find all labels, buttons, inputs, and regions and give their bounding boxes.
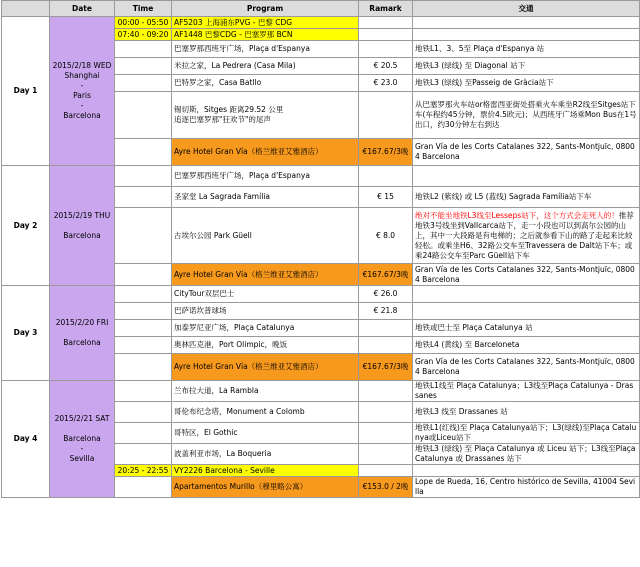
table-row [2,166,640,187]
remark-cell [359,423,413,444]
transport-cell [413,166,640,187]
date-line: Barcelona [63,434,101,443]
transport-text: 地铁L3 (绿线) 至Passeig de Gràcia站下 [415,78,554,87]
time-cell [115,75,172,92]
time-cell [115,354,172,381]
transport-cell [413,354,640,381]
program-text: Apartamentos Murillo（穆里略公寓） [174,482,308,491]
itinerary-body [2,17,640,498]
program-text: 兰布拉大道，La Rambla [174,386,259,395]
program-cell [172,354,359,381]
transport-text: 地铁L1(红线)至 Plaça Catalunya站下；L3(绿线)至Plaça Catalunya或Liceu站下 [415,423,637,442]
program-cell [172,41,359,58]
transport-text: 地铁L4 (黄线) 至 Barceloneta [415,340,520,349]
program-text: 巴塞罗那西班牙广场，Plaça d'Espanya [174,171,310,180]
header-date: Date [50,1,115,17]
transport-cell [413,381,640,402]
program-text: Ayre Hotel Gran Vía（格兰维亚艾雅酒店） [174,362,323,371]
date-line: Barcelona [63,338,101,347]
transport-text: Gran Vía de les Corts Catalanes 322, Sants-Montjuïc, 08004 Barcelona [415,357,635,376]
date-cell [50,166,115,286]
program-cell [172,264,359,286]
program-cell [172,92,359,139]
program-cell [172,402,359,423]
header-time: Time [115,1,172,17]
transport-text: Lope de Rueda, 16, Centro histórico de Sevilla, 41004 Sevilla [415,477,636,496]
program-cell [172,166,359,187]
time-cell [115,92,172,139]
date-line [52,424,112,434]
time-cell [115,477,172,498]
program-text: 圣家堂 La Sagrada Família [174,192,270,201]
transport-cell [413,303,640,320]
date-line: 2015/2/20 FRI [55,318,109,327]
program-text: 哥伦布纪念塔，Monument a Colomb [174,407,305,416]
remark-cell [359,337,413,354]
header-remark: Ramark [359,1,413,17]
program-text: Ayre Hotel Gran Vía（格兰维亚艾雅酒店） [174,147,323,156]
program-cell [172,381,359,402]
program-cell [172,303,359,320]
transport-cell [413,264,640,286]
remark-cell: € 26.0 [359,286,413,303]
program-text: 米拉之家，La Pedrera (Casa Mila) [174,61,296,70]
program-text: 加泰罗尼亚广场，Plaça Catalunya [174,323,295,332]
header-program: Program [172,1,359,17]
program-cell [172,423,359,444]
remark-cell [359,465,413,477]
date-line: Barcelona [63,230,101,240]
remark-cell: € 8.0 [359,208,413,264]
transport-text: 从巴塞罗那火车站or格雷西亚街处搭乘火车乘坐R2线至Sitges站下车(车程约45分钟，票价4.5欧元)；从西班牙广场乘Mon Bus在1号出口，约30分钟左右到达 [415,100,637,129]
time-cell [115,423,172,444]
transport-cell [413,337,640,354]
date-line [52,328,112,338]
date-line: 2015/2/19 THU [53,210,111,220]
transport-cell [413,58,640,75]
date-line: Sevilla [69,454,95,463]
transport-cell [413,423,640,444]
remark-cell [359,444,413,465]
program-text: 巴特罗之家，Casa Batllo [174,78,262,87]
transport-text: 地铁L3 (绿线) 至 Plaça Catalunya 或 Liceu 站下；L3线至Plaça Catalunya 或 Drassanes 站下 [415,444,636,463]
transport-warning: 绝对不能坐地铁L3线至Lesseps站下，这个方式会走死人的！ [415,210,619,220]
transport-text: 地铁L1线至 Plaça Catalunya；L3线至Plaça Catalunya - Drassanes [415,381,634,400]
program-cell [172,29,359,41]
time-cell [115,381,172,402]
time-cell [115,286,172,303]
itinerary-table [1,0,640,498]
program-cell [172,187,359,208]
date-line: 2015/2/21 SAT [54,414,110,423]
transport-cell [413,286,640,303]
table-row [2,286,640,303]
program-cell [172,208,359,264]
remark-cell: € 21.8 [359,303,413,320]
remark-cell [359,29,413,41]
day-label: Day 2 [2,166,50,286]
date-line: - [80,444,84,453]
transport-text: Gran Vía de les Corts Catalanes 322, Sants-Montjuïc, 08004 Barcelona [415,142,635,161]
remark-cell [359,381,413,402]
remark-cell: € 20.5 [359,58,413,75]
transport-text: 推荐地铁3号线坐到Vallcarca站下，走一小段也可以到高尔公园的山上，其中一大段路是有电梯的；之后就参看下山的路了走起来比较轻松。或乘坐H6、32路公交车至Travessera de Dalt站下车；或乘24路公交车至Parc Güell站下车 [415,210,634,260]
date-line: Shanghai [64,71,100,80]
program-text: 锡切斯，Sitges 距离29.52 公里 [174,105,284,114]
transport-text: 地铁L1、3、5至 Plaça d'Espanya 站 [415,44,545,53]
transport-cell [413,477,640,498]
program-cell [172,465,359,477]
date-line: Paris [73,91,91,100]
program-cell [172,139,359,166]
program-cell [172,75,359,92]
program-text: 追逐巴塞罗那"狂欢节"的尾声 [174,115,271,124]
remark-cell: € 15 [359,187,413,208]
remark-cell [359,17,413,29]
program-text: 奥林匹克港，Port Olimpic，晚饭 [174,340,288,349]
table-row [2,17,640,29]
transport-text: Gran Vía de les Corts Catalanes 322, Sants-Montjuïc, 08004 Barcelona [415,264,635,284]
transport-cell [413,92,640,139]
transport-text: 地铁L3 线至 Drassanes 站 [415,407,508,416]
date-line: - [80,81,84,90]
program-text: 巴塞罗那西班牙广场，Plaça d'Espanya [174,44,310,53]
header-day [2,1,50,17]
date-cell [50,17,115,166]
remark-cell [359,41,413,58]
time-cell: 07:40 - 09:20 [115,29,172,41]
time-cell [115,208,172,264]
remark-cell [359,166,413,187]
time-cell: 20:25 - 22:55 [115,465,172,477]
date-line: - [80,101,84,110]
transport-text: 地铁L2 (紫线) 或 L5 (蓝线) Sagrada Família站下车 [415,192,592,201]
time-cell [115,187,172,208]
time-cell [115,264,172,286]
time-cell [115,139,172,166]
program-cell [172,337,359,354]
day-label: Day 1 [2,17,50,166]
transport-text: 地铁L3 (绿线) 至 Diagonal 站下 [415,61,526,70]
transport-cell [413,187,640,208]
date-line: 2015/2/18 WED [52,61,112,70]
time-cell [115,58,172,75]
remark-cell: € 23.0 [359,75,413,92]
transport-text: 地铁或巴士至 Plaça Catalunya 站 [415,323,533,332]
transport-cell [413,17,640,29]
program-cell [172,286,359,303]
remark-cell: €167.67/3晚 [359,139,413,166]
transport-cell [413,402,640,423]
program-text: Ayre Hotel Gran Vía（格兰维亚艾雅酒店） [174,269,323,279]
date-line [52,221,112,231]
time-cell [115,444,172,465]
program-text: CityTour双层巴士 [174,289,235,298]
program-text: 波盖利亚市场，La Boqueria [174,449,272,458]
time-cell [115,303,172,320]
transport-cell [413,465,640,477]
header-transport: 交通 [413,1,640,17]
program-cell [172,17,359,29]
date-line: Barcelona [63,111,101,120]
header-row [2,1,640,17]
date-cell [50,286,115,381]
time-cell [115,166,172,187]
time-cell [115,41,172,58]
day-label: Day 3 [2,286,50,381]
remark-cell: €153.0 / 2晚 [359,477,413,498]
time-cell [115,402,172,423]
date-cell [50,381,115,498]
transport-cell [413,320,640,337]
program-text: 古埃尔公园 Park Güell [174,230,252,240]
program-text: AF1448 巴黎CDG - 巴塞罗那 BCN [174,29,293,39]
transport-cell [413,444,640,465]
remark-cell [359,92,413,139]
time-cell: 00:00 - 05:50 [115,17,172,29]
remark-cell: €167.67/3晚 [359,354,413,381]
remark-cell [359,320,413,337]
program-cell [172,58,359,75]
day-label: Day 4 [2,381,50,498]
transport-cell [413,41,640,58]
remark-cell [359,402,413,423]
transport-cell [413,75,640,92]
program-text: 巴萨诺坎普球场 [174,306,227,315]
transport-cell [413,139,640,166]
program-cell [172,444,359,465]
transport-cell [413,208,640,264]
program-cell [172,320,359,337]
remark-cell: €167.67/3晚 [359,264,413,286]
program-text: AF5203 上海浦东PVG - 巴黎 CDG [174,17,293,27]
program-text: 哥特区，El Gothic [174,428,238,437]
table-row [2,381,640,402]
program-text: VY2226 Barcelona - Seville [174,465,275,475]
program-cell [172,477,359,498]
transport-cell [413,29,640,41]
time-cell [115,337,172,354]
time-cell [115,320,172,337]
